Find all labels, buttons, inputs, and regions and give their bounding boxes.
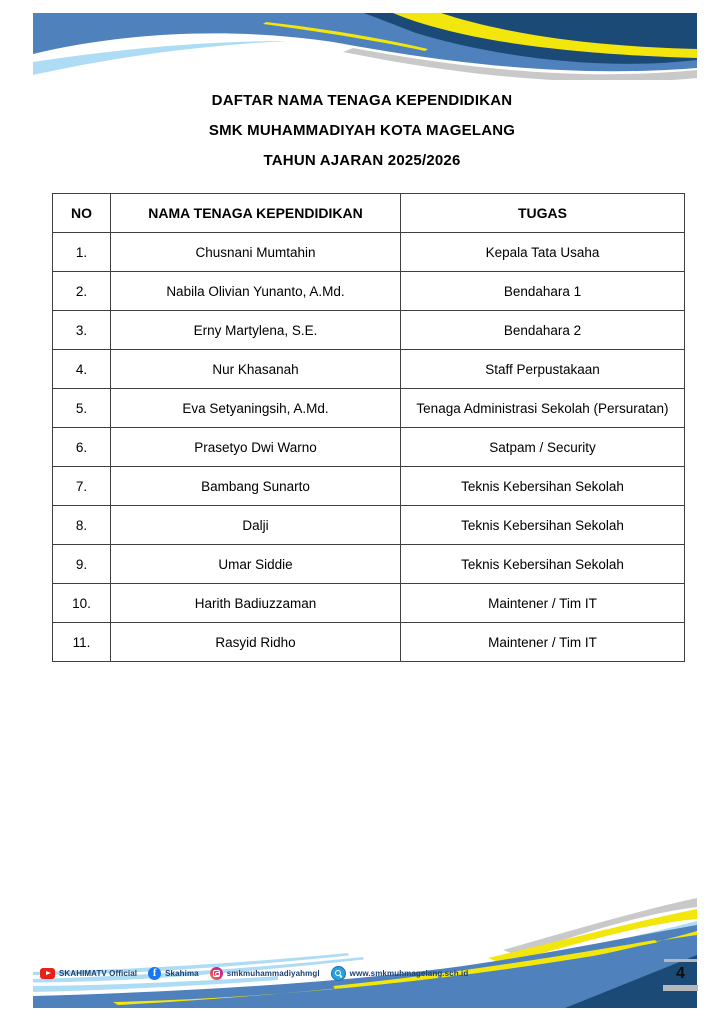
facebook-icon [148,967,161,980]
cell-nama: Chusnani Mumtahin [111,233,401,272]
table-header-row [53,194,685,233]
table-row [53,311,685,350]
cell-no: 7. [53,467,111,506]
web-search-icon [331,966,346,981]
page-number-block [663,959,698,991]
cell-tugas: Bendahara 2 [401,311,685,350]
title-line-2: SMK MUHAMMADIYAH KOTA MAGELANG [208,122,516,139]
cell-nama: Dalji [111,506,401,545]
header-no: NO [53,194,111,233]
cell-nama: Bambang Sunarto [111,467,401,506]
page-number-top-rule [664,959,697,962]
table-row [53,467,685,506]
cell-tugas: Bendahara 1 [401,272,685,311]
cell-nama: Umar Siddie [111,545,401,584]
cell-tugas: Teknis Kebersihan Sekolah [401,506,685,545]
cell-nama: Nabila Olivian Yunanto, A.Md. [111,272,401,311]
header-nama: NAMA TENAGA KEPENDIDIKAN [111,194,401,233]
cell-no: 2. [53,272,111,311]
table-row [53,428,685,467]
cell-no: 8. [53,506,111,545]
title-line-3: TAHUN AJARAN 2025/2026 [263,152,461,169]
cell-tugas: Maintener / Tim IT [401,584,685,623]
staff-table [52,193,685,662]
youtube-icon [40,968,55,979]
social-label: www.smkmuhmagelang.sch.id [349,968,469,978]
cell-tugas: Kepala Tata Usaha [401,233,685,272]
social-link-website[interactable] [331,966,469,981]
cell-nama: Erny Martylena, S.E. [111,311,401,350]
header-wave-decoration [33,12,697,80]
header-tugas: TUGAS [401,194,685,233]
table-row [53,545,685,584]
social-link-youtube[interactable] [40,968,137,979]
cell-no: 11. [53,623,111,662]
cell-nama: Nur Khasanah [111,350,401,389]
cell-nama: Prasetyo Dwi Warno [111,428,401,467]
cell-tugas: Satpam / Security [401,428,685,467]
cell-no: 9. [53,545,111,584]
page-number-bottom-rule [663,985,698,991]
cell-no: 6. [53,428,111,467]
cell-no: 3. [53,311,111,350]
cell-nama: Harith Badiuzzaman [111,584,401,623]
table-row [53,350,685,389]
table-row [53,623,685,662]
cell-tugas: Tenaga Administrasi Sekolah (Persuratan) [401,389,685,428]
social-link-facebook[interactable] [148,967,199,980]
table-row [53,272,685,311]
cell-tugas: Staff Perpustakaan [401,350,685,389]
cell-no: 4. [53,350,111,389]
document-title-block [0,86,724,176]
social-link-instagram[interactable] [210,967,320,980]
instagram-icon [210,967,223,980]
cell-no: 10. [53,584,111,623]
table-row [53,584,685,623]
cell-tugas: Maintener / Tim IT [401,623,685,662]
footer-wave-decoration [33,898,697,1010]
social-label: Skahima [165,968,199,978]
table-row [53,506,685,545]
cell-no: 5. [53,389,111,428]
cell-nama: Rasyid Ridho [111,623,401,662]
title-line-1: DAFTAR NAMA TENAGA KEPENDIDIKAN [211,92,513,109]
table-row [53,233,685,272]
page-number: 4 [676,965,685,982]
social-label: smkmuhammadiyahmgl [226,968,320,978]
cell-no: 1. [53,233,111,272]
cell-tugas: Teknis Kebersihan Sekolah [401,467,685,506]
cell-nama: Eva Setyaningsih, A.Md. [111,389,401,428]
social-label: SKAHIMATV Official [59,968,138,978]
footer-social-bar [40,964,468,982]
table-row [53,389,685,428]
cell-tugas: Teknis Kebersihan Sekolah [401,545,685,584]
